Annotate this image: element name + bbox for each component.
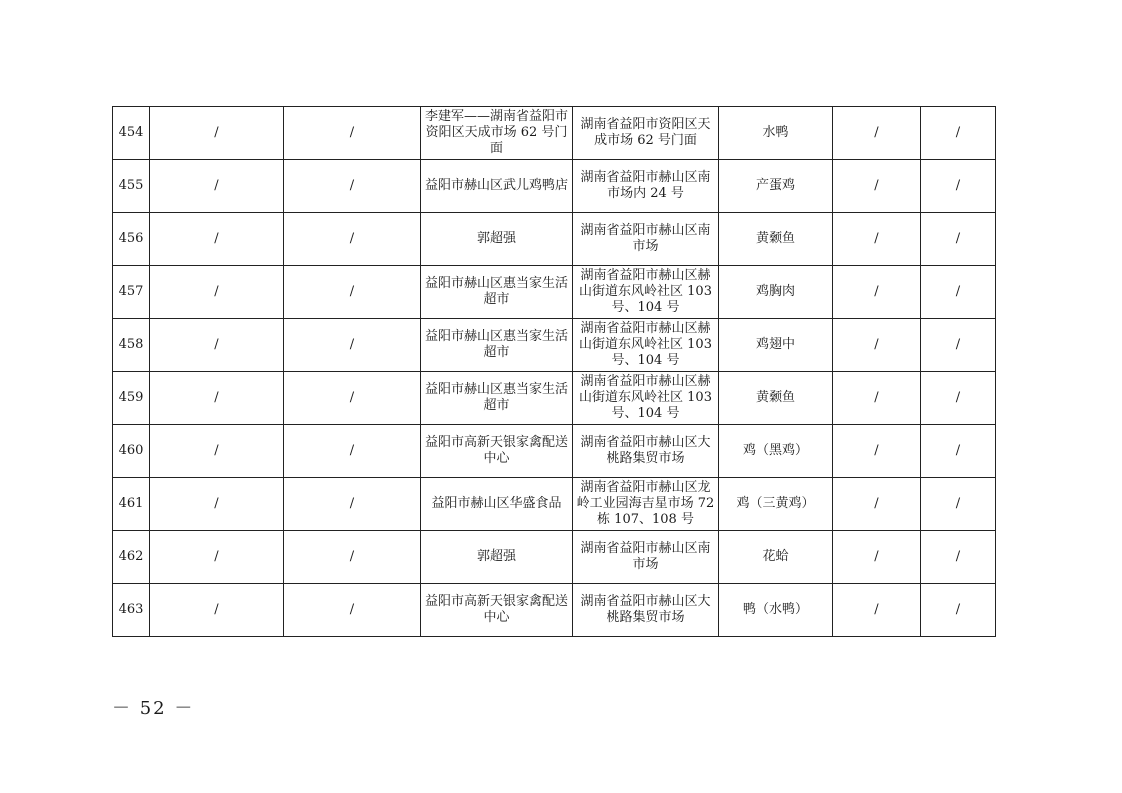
empty-slash-cell: / (833, 266, 921, 319)
table-row (113, 372, 996, 425)
entity-address-cell: 湖南省益阳市赫山区赫山街道东风岭社区 103 号、104 号 (573, 372, 719, 425)
table-row (113, 319, 996, 372)
empty-slash-cell: / (921, 160, 996, 213)
row-number-cell: 459 (113, 372, 150, 425)
entity-address-cell: 湖南省益阳市赫山区南市场 (573, 213, 719, 266)
empty-slash-cell: / (150, 107, 284, 160)
empty-slash-cell: / (284, 372, 421, 425)
table-row (113, 266, 996, 319)
empty-slash-cell: / (833, 584, 921, 637)
page-number: － 52 － (112, 698, 195, 719)
table-body (113, 107, 996, 637)
table-row (113, 213, 996, 266)
product-name-cell: 黄颡鱼 (719, 213, 833, 266)
product-name-cell: 鸡胸肉 (719, 266, 833, 319)
sampled-entity-cell: 益阳市赫山区惠当家生活超市 (421, 372, 573, 425)
row-number-cell: 457 (113, 266, 150, 319)
sampled-entity-cell: 益阳市赫山区华盛食品 (421, 478, 573, 531)
empty-slash-cell: / (833, 213, 921, 266)
empty-slash-cell: / (150, 319, 284, 372)
empty-slash-cell: / (150, 213, 284, 266)
sampled-entity-cell: 益阳市赫山区惠当家生活超市 (421, 266, 573, 319)
sampled-entity-cell: 李建军——湖南省益阳市资阳区天成市场 62 号门面 (421, 107, 573, 160)
entity-address-cell: 湖南省益阳市赫山区南市场 (573, 531, 719, 584)
entity-address-cell: 湖南省益阳市资阳区天成市场 62 号门面 (573, 107, 719, 160)
empty-slash-cell: / (150, 584, 284, 637)
empty-slash-cell: / (833, 372, 921, 425)
empty-slash-cell: / (833, 478, 921, 531)
row-number-cell: 463 (113, 584, 150, 637)
product-name-cell: 产蛋鸡 (719, 160, 833, 213)
product-name-cell: 鸡翅中 (719, 319, 833, 372)
empty-slash-cell: / (921, 213, 996, 266)
entity-address-cell: 湖南省益阳市赫山区大桃路集贸市场 (573, 584, 719, 637)
row-number-cell: 462 (113, 531, 150, 584)
empty-slash-cell: / (150, 425, 284, 478)
sampling-table (112, 106, 996, 637)
row-number-cell: 456 (113, 213, 150, 266)
table-row (113, 478, 996, 531)
empty-slash-cell: / (921, 531, 996, 584)
empty-slash-cell: / (284, 213, 421, 266)
product-name-cell: 鸡（黑鸡） (719, 425, 833, 478)
empty-slash-cell: / (284, 107, 421, 160)
empty-slash-cell: / (150, 478, 284, 531)
table-row (113, 584, 996, 637)
product-name-cell: 花蛤 (719, 531, 833, 584)
sampled-entity-cell: 益阳市高新天银家禽配送中心 (421, 425, 573, 478)
table-row (113, 107, 996, 160)
product-name-cell: 黄颡鱼 (719, 372, 833, 425)
empty-slash-cell: / (833, 319, 921, 372)
table-row (113, 425, 996, 478)
row-number-cell: 455 (113, 160, 150, 213)
empty-slash-cell: / (150, 266, 284, 319)
entity-address-cell: 湖南省益阳市赫山区赫山街道东风岭社区 103 号、104 号 (573, 266, 719, 319)
empty-slash-cell: / (833, 160, 921, 213)
empty-slash-cell: / (150, 160, 284, 213)
row-number-cell: 454 (113, 107, 150, 160)
empty-slash-cell: / (921, 372, 996, 425)
empty-slash-cell: / (833, 425, 921, 478)
empty-slash-cell: / (284, 584, 421, 637)
empty-slash-cell: / (921, 266, 996, 319)
row-number-cell: 458 (113, 319, 150, 372)
empty-slash-cell: / (921, 319, 996, 372)
entity-address-cell: 湖南省益阳市赫山区龙岭工业园海吉星市场 72 栋 107、108 号 (573, 478, 719, 531)
empty-slash-cell: / (921, 107, 996, 160)
sampled-entity-cell: 益阳市高新天银家禽配送中心 (421, 584, 573, 637)
product-name-cell: 鸭（水鸭） (719, 584, 833, 637)
empty-slash-cell: / (833, 531, 921, 584)
empty-slash-cell: / (921, 478, 996, 531)
entity-address-cell: 湖南省益阳市赫山区大桃路集贸市场 (573, 425, 719, 478)
product-name-cell: 鸡（三黄鸡） (719, 478, 833, 531)
entity-address-cell: 湖南省益阳市赫山区赫山街道东风岭社区 103 号、104 号 (573, 319, 719, 372)
empty-slash-cell: / (284, 160, 421, 213)
row-number-cell: 460 (113, 425, 150, 478)
empty-slash-cell: / (284, 425, 421, 478)
empty-slash-cell: / (921, 425, 996, 478)
empty-slash-cell: / (284, 266, 421, 319)
entity-address-cell: 湖南省益阳市赫山区南市场内 24 号 (573, 160, 719, 213)
empty-slash-cell: / (150, 531, 284, 584)
sampled-entity-cell: 益阳市赫山区惠当家生活超市 (421, 319, 573, 372)
empty-slash-cell: / (284, 478, 421, 531)
table-row (113, 160, 996, 213)
sampled-entity-cell: 郭超强 (421, 531, 573, 584)
empty-slash-cell: / (284, 531, 421, 584)
empty-slash-cell: / (833, 107, 921, 160)
empty-slash-cell: / (150, 372, 284, 425)
product-name-cell: 水鸭 (719, 107, 833, 160)
sampled-entity-cell: 益阳市赫山区武儿鸡鸭店 (421, 160, 573, 213)
sampled-entity-cell: 郭超强 (421, 213, 573, 266)
empty-slash-cell: / (284, 319, 421, 372)
row-number-cell: 461 (113, 478, 150, 531)
empty-slash-cell: / (921, 584, 996, 637)
table-row (113, 531, 996, 584)
